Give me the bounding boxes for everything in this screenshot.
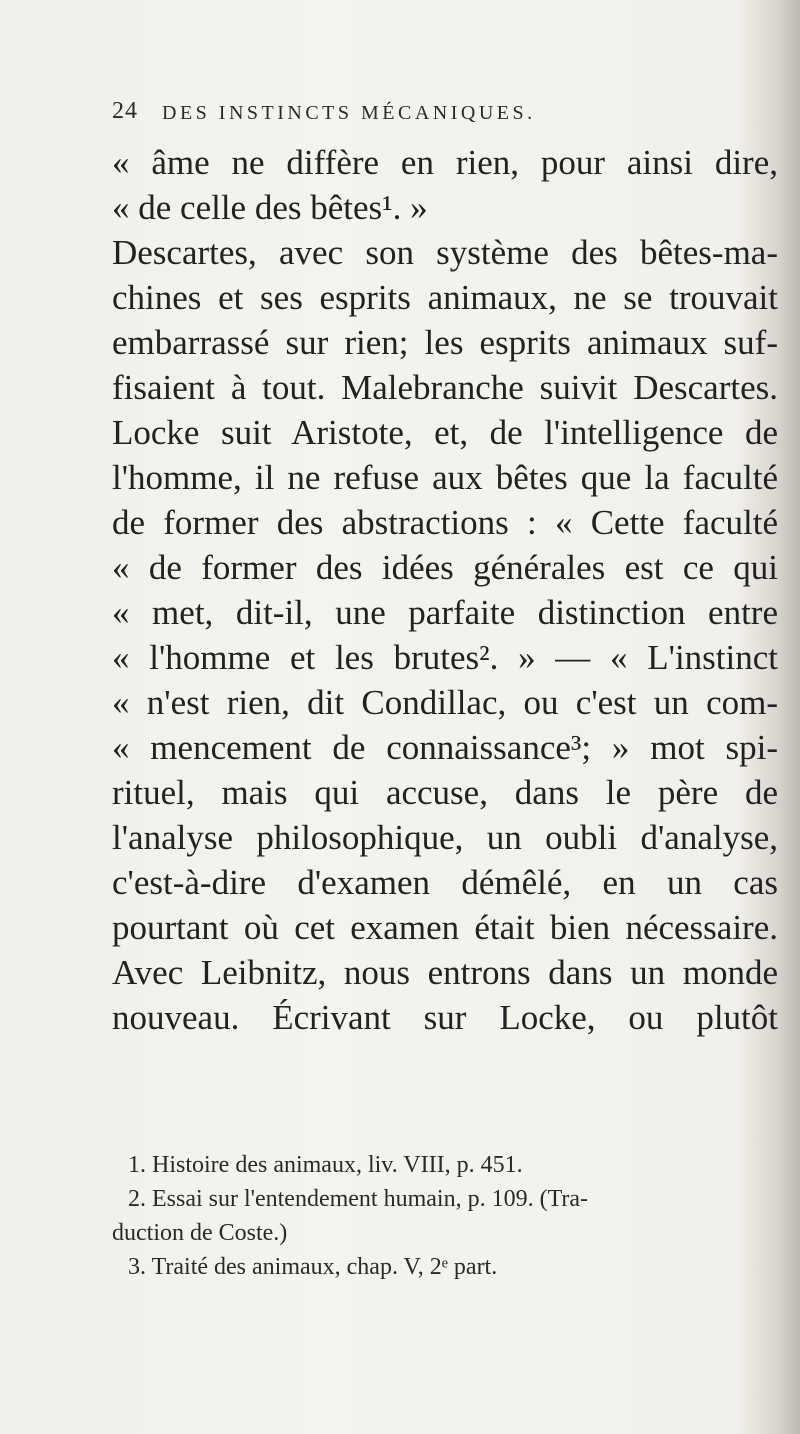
text-line: embarrassé sur rien; les esprits animaux suf- <box>112 323 778 362</box>
footnote-2-continued: duction de Coste.) <box>112 1220 288 1246</box>
text-line: « de former des idées générales est ce qui <box>112 548 778 587</box>
body-text <box>112 140 778 1040</box>
text-line: « n'est rien, dit Condillac, ou c'est un com- <box>112 683 778 722</box>
text-line: « l'homme et les brutes². » — « L'instinct <box>112 638 778 677</box>
text-line: « de celle des bêtes¹. » <box>112 188 428 227</box>
text-line: fisaient à tout. Malebranche suivit Descartes. <box>112 368 778 407</box>
text-line: nouveau. Écrivant sur Locke, ou plutôt <box>112 998 778 1037</box>
text-line: Avec Leibnitz, nous entrons dans un monde <box>112 953 778 992</box>
footnote-1: 1. Histoire des animaux, liv. VIII, p. 451. <box>128 1152 523 1178</box>
text-line: c'est-à-dire d'examen démêlé, en un cas <box>112 863 778 902</box>
text-line: chines et ses esprits animaux, ne se trouvait <box>112 278 778 317</box>
footnote-2: 2. Essai sur l'entendement humain, p. 109. (Tra- <box>128 1186 589 1212</box>
running-title: DES INSTINCTS MÉCANIQUES. <box>162 102 536 124</box>
text-line: « mencement de connaissance³; » mot spi- <box>112 728 778 767</box>
text-line: « âme ne diffère en rien, pour ainsi dire, <box>112 143 778 182</box>
text-line: Locke suit Aristote, et, de l'intelligence de <box>112 413 778 452</box>
text-line: l'homme, il ne refuse aux bêtes que la faculté <box>112 458 778 497</box>
footnote-3: 3. Traité des animaux, chap. V, 2ᵉ part. <box>128 1254 498 1280</box>
text-line: « met, dit-il, une parfaite distinction entre <box>112 593 778 632</box>
footnotes <box>112 1148 778 1284</box>
page-header <box>112 98 672 134</box>
text-line: rituel, mais qui accuse, dans le père de <box>112 773 778 812</box>
text-line: pourtant où cet examen était bien nécessaire. <box>112 908 778 947</box>
text-line: Descartes, avec son système des bêtes-ma- <box>112 233 778 272</box>
text-line: de former des abstractions : « Cette faculté <box>112 503 778 542</box>
page-number: 24 <box>112 98 138 124</box>
text-line: l'analyse philosophique, un oubli d'analyse, <box>112 818 778 857</box>
